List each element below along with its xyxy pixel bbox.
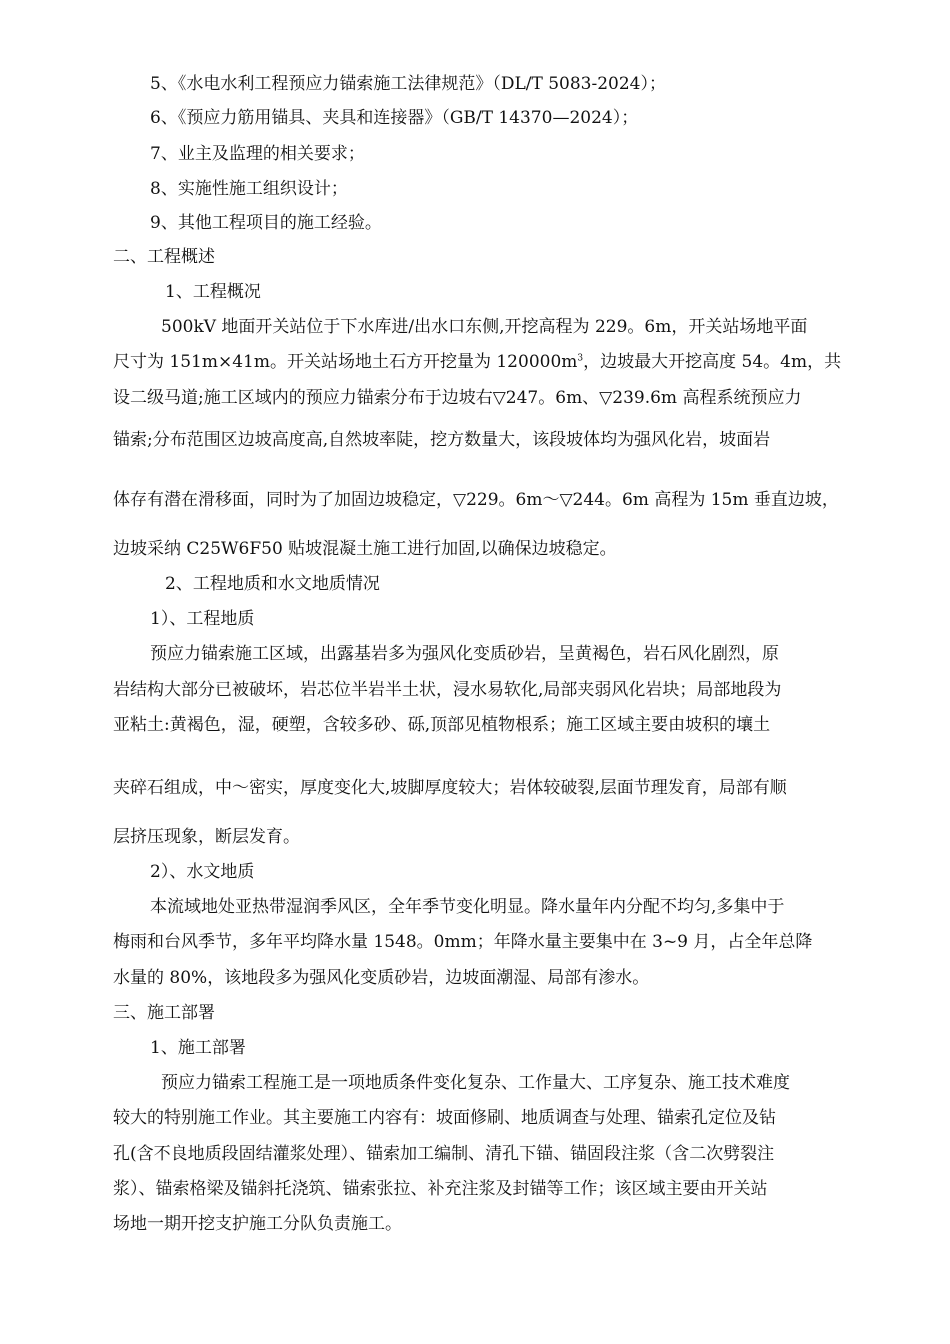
hydrogeology-line-3: 水量的 80%，该地段多为强风化变质砂岩，边坡面潮湿、局部有渗水。 [113,968,650,988]
hydrogeology-line-2: 梅雨和台风季节，多年平均降水量 1548。0mm；年降水量主要集中在 3~9 月，占全年总降 [113,932,813,952]
section-3-heading: 三、施工部署 [113,1003,215,1023]
geology-line-4: 夹碎石组成，中～密实，厚度变化大,坡脚厚度较大；岩体较破裂,层面节理发育，局部有顺 [113,778,787,798]
deployment-line-5: 场地一期开挖支护施工分队负责施工。 [113,1214,402,1234]
engineering-geology-heading: 1）、工程地质 [150,609,255,629]
deployment-line-4: 浆）、锚索格梁及锚斜托浇筑、锚索张拉、补充注浆及封锚等工作；该区域主要由开关站 [113,1179,768,1199]
reference-item-5: 5、《水电水利工程预应力锚索施工法律规范》（DL/T 5083-2024）； [150,74,666,94]
overview-line-1: 500kV 地面开关站位于下水库进/出水口东侧,开挖高程为 229。6m，开关站场地平面 [161,317,808,337]
overview-line-4: 锚索;分布范围区边坡高度高,自然坡率陡，挖方数量大，该段坡体均为强风化岩，坡面岩 [113,430,771,450]
reference-item-7: 7、业主及监理的相关要求； [150,144,365,164]
deployment-line-3: 孔(含不良地质段固结灌浆处理）、锚索加工编制、清孔下锚、锚固段注浆（含二次劈裂注 [113,1144,775,1164]
geology-line-3: 亚粘土:黄褐色，湿，硬塑，含较多砂、砾,顶部见植物根系；施工区域主要由坡积的壤土 [113,715,771,735]
overview-line-2: 尺寸为 151m×41m。开关站场地土石方开挖量为 $120000m^3$，边坡最大开挖高度 54。4m，共 [113,352,842,372]
section-2-heading: 二、工程概述 [113,247,215,267]
reference-item-9: 9、其他工程项目的施工经验。 [150,213,382,233]
geology-line-2: 岩结构大部分已被破坏，岩芯位半岩半土状，浸水易软化,局部夹弱风化岩块；局部地段为 [113,680,782,700]
overview-line-3: 设二级马道;施工区域内的预应力锚索分布于边坡右▽247。6m、▽239.6m 高程系统预应力 [113,388,802,408]
geology-line-1: 预应力锚索施工区域，出露基岩多为强风化变质砂岩，呈黄褐色，岩石风化剧烈，原 [150,644,779,664]
deployment-line-1: 预应力锚索工程施工是一项地质条件变化复杂、工作量大、工序复杂、施工技术难度 [161,1073,790,1093]
overview-line-5: 体存有潜在滑移面，同时为了加固边坡稳定，▽229。6m～▽244。6m 高程为 15m 垂直边坡， [113,490,839,510]
hydrogeology-heading: 2）、水文地质 [150,862,255,882]
geology-line-5: 层挤压现象，断层发育。 [113,827,300,847]
hydrogeology-line-1: 本流域地处亚热带湿润季风区，全年季节变化明显。降水量年内分配不均匀,多集中于 [150,897,785,917]
subsection-geology-heading: 2、工程地质和水文地质情况 [165,574,380,594]
subsection-overview-heading: 1、工程概况 [165,282,261,302]
reference-item-6: 6、《预应力筋用锚具、夹具和连接器》（GB/T 14370—2024）； [150,108,639,128]
reference-item-8: 8、实施性施工组织设计； [150,179,348,199]
subsection-deployment-heading: 1、施工部署 [150,1038,246,1058]
deployment-line-2: 较大的特别施工作业。其主要施工内容有：坡面修刷、地质调查与处理、锚索孔定位及钻 [113,1108,776,1128]
overview-line-6: 边坡采纳 C25W6F50 贴坡混凝土施工进行加固,以确保边坡稳定。 [113,539,617,559]
